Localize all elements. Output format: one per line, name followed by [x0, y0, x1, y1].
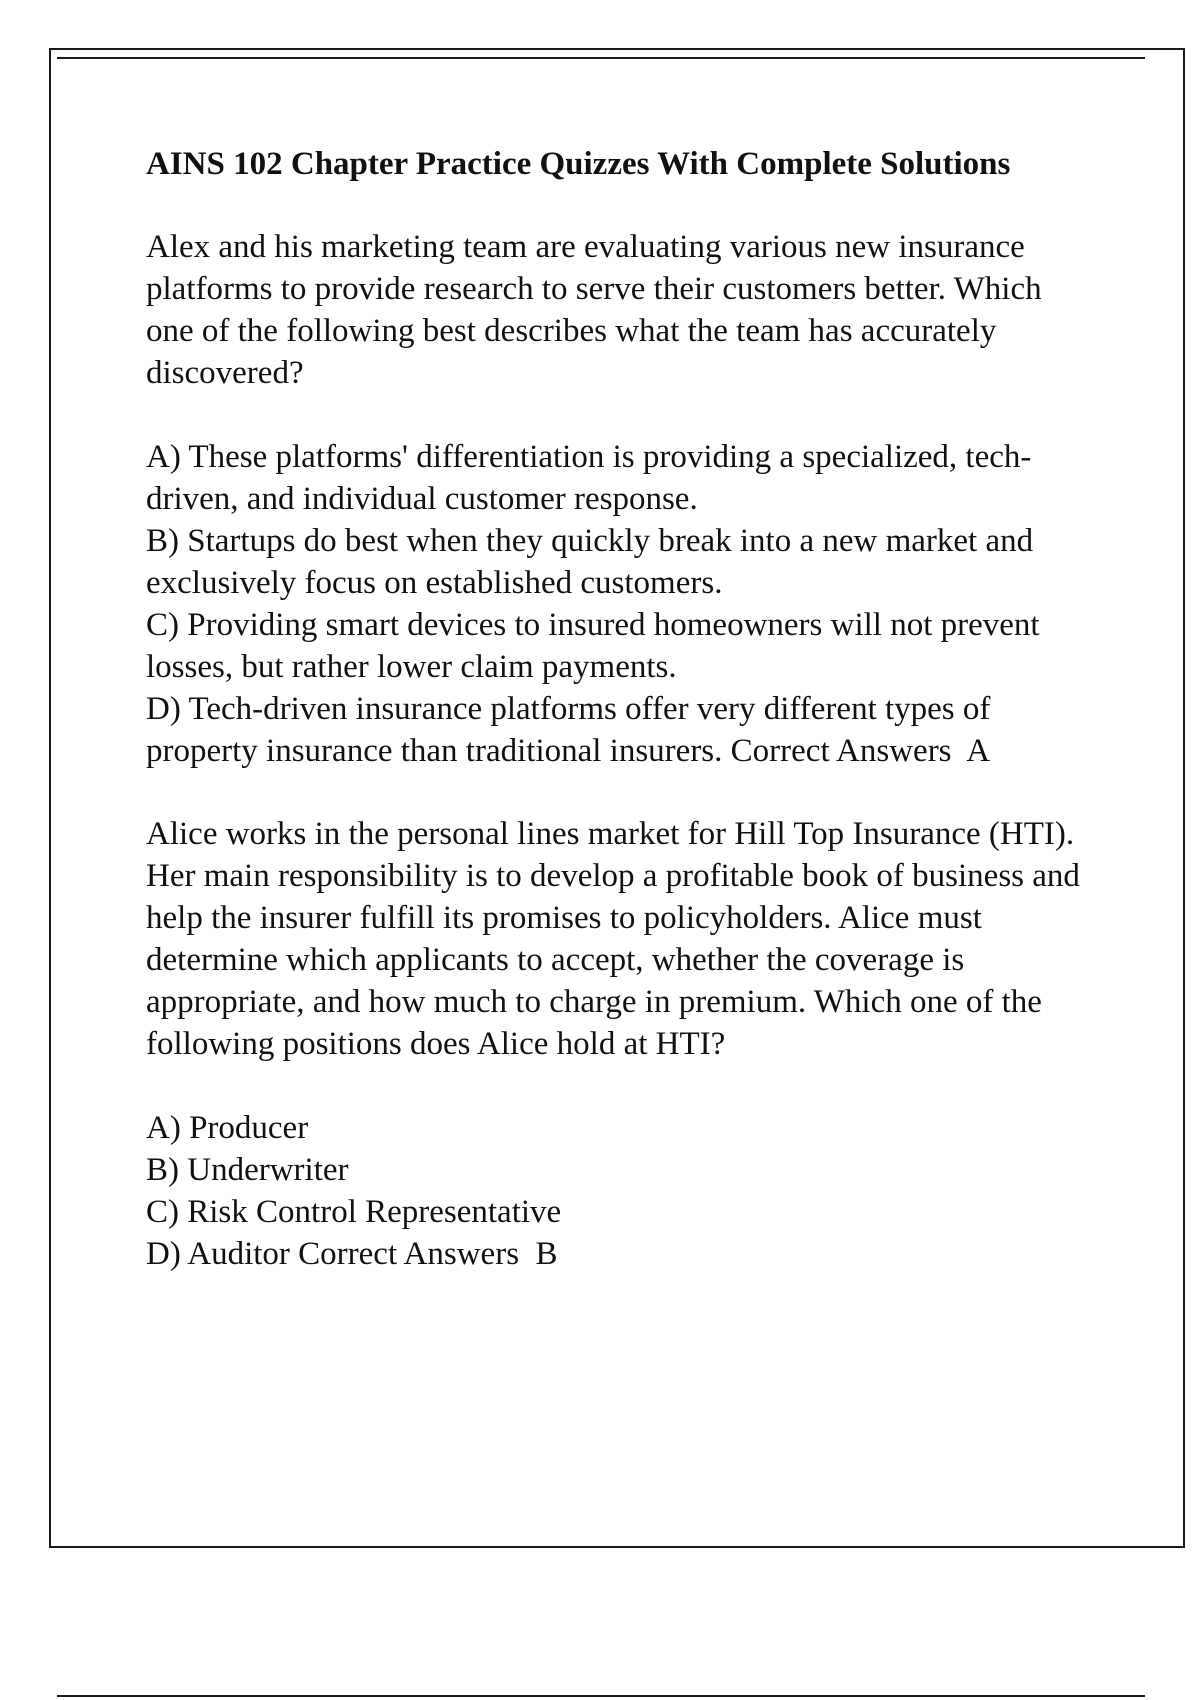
question-text: Alice works in the personal lines market for Hill Top Insurance (HTI). Her main responsibility is to develop a profitable book of business and help the insurer fulfill its promises to policyholders. Alice must determine which applicants to accept, whether the coverage is appropriate, and how much to charge in premium. Which one of the following positions does Alice hold at HTI?	[146, 816, 1080, 1062]
option-d-with-answer	[146, 688, 1086, 772]
answer-options	[146, 436, 1086, 772]
correct-answer: B	[535, 1236, 558, 1272]
correct-answers-label: Correct Answers	[730, 733, 952, 769]
correct-answers-label: Correct Answers	[298, 1236, 520, 1272]
option-c: C) Risk Control Representative	[146, 1194, 562, 1230]
option-b: B) Startups do best when they quickly break into a new market and exclusively focus on established customers.	[146, 523, 1034, 601]
option-b: B) Underwriter	[146, 1152, 349, 1188]
document-title: AINS 102 Chapter Practice Quizzes With Complete Solutions	[146, 146, 1011, 182]
option-a: A) Producer	[146, 1110, 309, 1146]
footer-rule	[57, 1695, 1145, 1697]
option-d-with-answer	[146, 1233, 1086, 1275]
correct-answer: A	[966, 733, 991, 769]
option-d: D) Tech-driven insurance platforms offer very different types of property insurance than traditional insurers.	[146, 691, 991, 769]
question-2	[146, 813, 1086, 1275]
question-text: Alex and his marketing team are evaluating various new insurance platforms to provide research to serve their customers better. Which one of the following best describes what the team has accurately discovered?	[146, 229, 1042, 391]
option-c: C) Providing smart devices to insured homeowners will not prevent losses, but rather lower claim payments.	[146, 607, 1040, 685]
answer-options	[146, 1107, 1086, 1275]
header-rule	[57, 57, 1145, 59]
option-d: D) Auditor	[146, 1236, 290, 1272]
question-1	[146, 226, 1086, 772]
option-a: A) These platforms' differentiation is providing a specialized, tech-driven, and individual customer response.	[146, 439, 1032, 517]
document-body	[146, 144, 1086, 1275]
